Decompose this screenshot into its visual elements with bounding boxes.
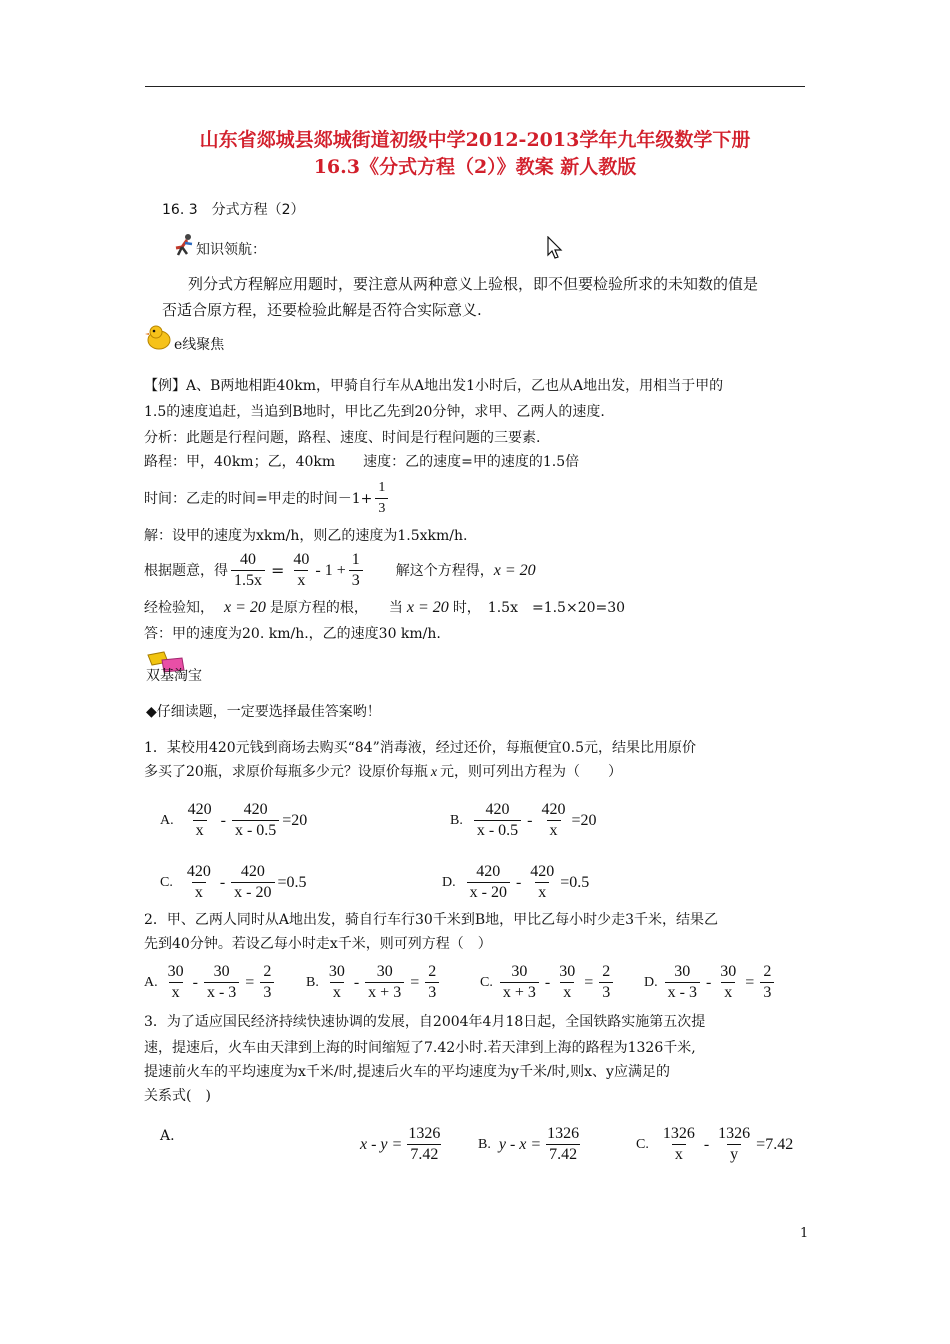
q2-option-c[interactable]: C. $\frac{30}{x + 3}$ - $\frac{30}{x}$ = $\frac{2}{3}$ — [480, 962, 616, 1003]
equation-line: 根据题意，得 $\frac{40}{1.5x}$ = $\frac{40}{x}$ - 1 + $\frac{1}{3}$ 解这个方程得， x = 20 — [144, 551, 536, 589]
eq-frac1-num: 40 — [240, 551, 256, 568]
eq-frac-2 — [290, 550, 312, 591]
time-line — [144, 478, 391, 519]
num: 30 — [376, 963, 393, 980]
den: x - 3 — [665, 982, 700, 1003]
op: - — [219, 873, 226, 891]
analysis-line: 分析：此题是行程问题，路程、速度、时间是行程问题的三要素. — [144, 430, 541, 446]
q3-option-c[interactable] — [636, 1124, 793, 1165]
lhs: y - x = — [498, 1135, 542, 1153]
num: 30 — [167, 963, 184, 980]
num: 30 — [720, 963, 737, 980]
num: 2 — [263, 963, 272, 980]
op: - — [527, 811, 533, 829]
nav-text-1: 列分式方程解应用题时，要注意从两种意义上验根，即不但要检验所求的未知数的值是 — [188, 275, 759, 293]
double-label: 双基淘宝 — [146, 668, 202, 684]
eq-solve: 解这个方程得， — [395, 562, 494, 579]
option-label: B. — [450, 812, 463, 828]
rhs: =7.42 — [756, 1135, 794, 1153]
time-frac-den: 3 — [375, 498, 388, 519]
check-end: 时， 1.5x =1.5×20=30 — [452, 600, 626, 616]
op: - — [192, 973, 198, 991]
document-title-line2: 16.3《分式方程（2）》教案 新人教版 — [313, 156, 637, 178]
den: 3 — [599, 982, 613, 1003]
check-line — [144, 598, 625, 618]
q2-option-b[interactable]: B. $\frac{30}{x}$ - $\frac{30}{x + 3}$ = $\frac{2}{3}$ — [306, 962, 442, 1003]
q3-line-3: 提速前火车的平均速度为x千米/时,提速后火车的平均速度为y千米/时,则x、y应满足的 — [144, 1064, 670, 1080]
den: x — [192, 882, 206, 903]
q3-option-b[interactable] — [478, 1124, 585, 1165]
num: 30 — [559, 963, 576, 980]
option-label: C. — [480, 974, 493, 990]
q3-line-1: 3．为了适应国民经济持续快速协调的发展，自2004年4月18日起，全国铁路实施第五次提 — [144, 1014, 706, 1030]
den: x — [169, 982, 183, 1003]
den: x - 0.5 — [232, 820, 279, 841]
eq-frac3-num: 1 — [351, 551, 360, 568]
num: 1326 — [547, 1125, 580, 1142]
op: - — [515, 873, 522, 891]
den: x + 3 — [500, 982, 539, 1003]
den: x — [560, 982, 574, 1003]
option-label: C. — [160, 874, 173, 890]
page-number: 1 — [800, 1226, 809, 1241]
cursor-icon — [547, 236, 563, 264]
time-fraction — [375, 478, 388, 519]
q1-line-2 — [144, 762, 622, 783]
eq-frac3-den: 3 — [349, 570, 363, 591]
time-prefix: 时间：乙走的时间=甲走的时间－1+ — [144, 490, 373, 507]
focus-label: e线聚焦 — [174, 337, 225, 353]
num: 420 — [530, 863, 555, 880]
den: x - 20 — [231, 882, 274, 903]
den: x + 3 — [365, 982, 404, 1003]
den: 7.42 — [546, 1144, 580, 1165]
q2-line-2: 先到40分钟。若设乙每小时走x千米，则可列方程（ ） — [144, 936, 492, 952]
option-label: B. — [478, 1136, 491, 1152]
den: x - 20 — [467, 882, 510, 903]
q3-option-a-label: A. — [160, 1128, 175, 1144]
num: 420 — [240, 863, 265, 880]
check-prefix: 经检验知， — [144, 600, 214, 616]
eq-frac2-num: 40 — [293, 551, 310, 568]
q3-line-4: 关系式( ) — [144, 1088, 211, 1104]
num: 2 — [763, 963, 772, 980]
rhs: =20 — [571, 811, 597, 829]
example-line-2: 1.5的速度追赶，当追到B地时，甲比乙先到20分钟，求甲、乙两人的速度. — [144, 404, 605, 420]
op: - — [544, 973, 551, 991]
num: 2 — [602, 963, 611, 980]
den: x - 0.5 — [474, 820, 521, 841]
check-root-1: x = 20 — [224, 599, 266, 616]
den: x — [535, 882, 549, 903]
q1-line-1: 1．某校用420元钱到商场去购买“84”消毒液，经过还价，每瓶便宜0.5元，结果比用原价 — [144, 740, 697, 756]
lhs: x - y = — [360, 1135, 403, 1153]
num: 2 — [428, 963, 437, 980]
den: x — [672, 1144, 686, 1165]
num: 420 — [186, 863, 211, 880]
option-label: D. — [442, 874, 456, 890]
den: 3 — [425, 982, 439, 1003]
eq-mid: - 1 + — [315, 561, 346, 579]
op: - — [353, 973, 360, 991]
eq-frac2-den: x — [294, 570, 308, 591]
option-label: B. — [306, 974, 319, 990]
check-mid: 是原方程的根， 当 — [269, 600, 403, 616]
q1-var: x — [430, 765, 438, 780]
nav-text-2: 否适合原方程，还要检验此解是否符合实际意义. — [162, 301, 482, 319]
num: 30 — [213, 963, 230, 980]
den: 3 — [260, 982, 274, 1003]
num: 420 — [485, 801, 510, 818]
den: x — [547, 820, 561, 841]
op: - — [220, 811, 226, 829]
num: 30 — [328, 963, 345, 980]
q3-line-2: 速，提速后，火车由天津到上海的时间缩短了7.42小时.若天津到上海的路程为1326千米, — [144, 1040, 696, 1056]
nav-label: 知识领航： — [196, 242, 266, 258]
time-frac-num: 1 — [378, 480, 386, 495]
q1-option-c[interactable] — [160, 862, 307, 903]
den: x — [330, 982, 344, 1003]
exercise-intro: ◆仔细读题，一定要选择最佳答案哟！ — [146, 704, 381, 720]
den: x - 3 — [204, 982, 239, 1003]
answer-line: 答：甲的速度为20. km/h.，乙的速度30 km/h. — [144, 626, 441, 642]
option-label: A. — [160, 812, 174, 828]
num: 420 — [243, 801, 268, 818]
document-title-line1: 山东省郯城县郯城街道初级中学2012-2013学年九年级数学下册 — [199, 129, 751, 151]
q2-option-a[interactable]: A. $\frac{30}{x}$ - $\frac{30}{x - 3}$ = $\frac{2}{3}$ — [144, 962, 277, 1003]
den: 7.42 — [407, 1144, 441, 1165]
num: 420 — [541, 801, 566, 818]
eq-frac1-den: 1.5x — [231, 570, 265, 591]
example-line-1: 【例】A、B两地相距40km，甲骑自行车从A地出发1小时后，乙也从A地出发，用相当于甲的 — [144, 378, 724, 394]
op: - — [705, 973, 712, 991]
num: 420 — [476, 863, 501, 880]
den: x — [193, 820, 207, 841]
den: x — [721, 982, 735, 1003]
eq-frac-3 — [349, 550, 363, 591]
running-figure-icon — [172, 232, 198, 262]
den: y — [727, 1144, 741, 1165]
q1-line2-end: 元，则可列出方程为（ ） — [440, 764, 623, 780]
q2-line-1: 2．甲、乙两人同时从A地出发，骑自行车行30千米到B地，甲比乙每小时少走3千米，结果乙 — [144, 912, 719, 928]
eq-result: x = 20 — [493, 561, 536, 579]
solve-line: 解：设甲的速度为xkm/h，则乙的速度为1.5xkm/h. — [144, 528, 468, 544]
chick-icon — [144, 323, 174, 355]
check-root-2: x = 20 — [406, 599, 449, 616]
q1-line2-text: 多买了20瓶，求原价每瓶多少元？设原价每瓶 — [144, 764, 428, 780]
eq-prefix: 根据题意，得 — [144, 562, 228, 579]
section-heading: 16. 3 分式方程（2） — [162, 202, 305, 218]
rhs: =0.5 — [277, 873, 307, 891]
rhs: =20 — [282, 811, 308, 829]
q2-option-d[interactable]: D. $\frac{30}{x - 3}$ - $\frac{30}{x}$ = $\frac{2}{3}$ — [644, 962, 777, 1003]
num: 30 — [674, 963, 691, 980]
header-rule — [145, 86, 805, 87]
q1-option-b[interactable] — [450, 800, 597, 841]
q1-option-d[interactable] — [442, 862, 589, 903]
op: - — [703, 1135, 710, 1153]
num: 1326 — [718, 1125, 751, 1142]
q3-option-a[interactable] — [360, 1124, 446, 1165]
eq-frac-1 — [231, 550, 265, 591]
option-label: C. — [636, 1136, 649, 1152]
option-label: D. — [644, 974, 658, 990]
q1-option-a[interactable] — [160, 800, 307, 841]
rhs: =0.5 — [560, 873, 590, 891]
num: 30 — [511, 963, 528, 980]
num: 1326 — [408, 1125, 441, 1142]
option-label: A. — [144, 974, 158, 990]
den: 3 — [760, 982, 774, 1003]
num: 420 — [187, 801, 212, 818]
route-line: 路程：甲，40km；乙，40km 速度：乙的速度=甲的速度的1.5倍 — [144, 454, 580, 470]
num: 1326 — [662, 1125, 695, 1142]
